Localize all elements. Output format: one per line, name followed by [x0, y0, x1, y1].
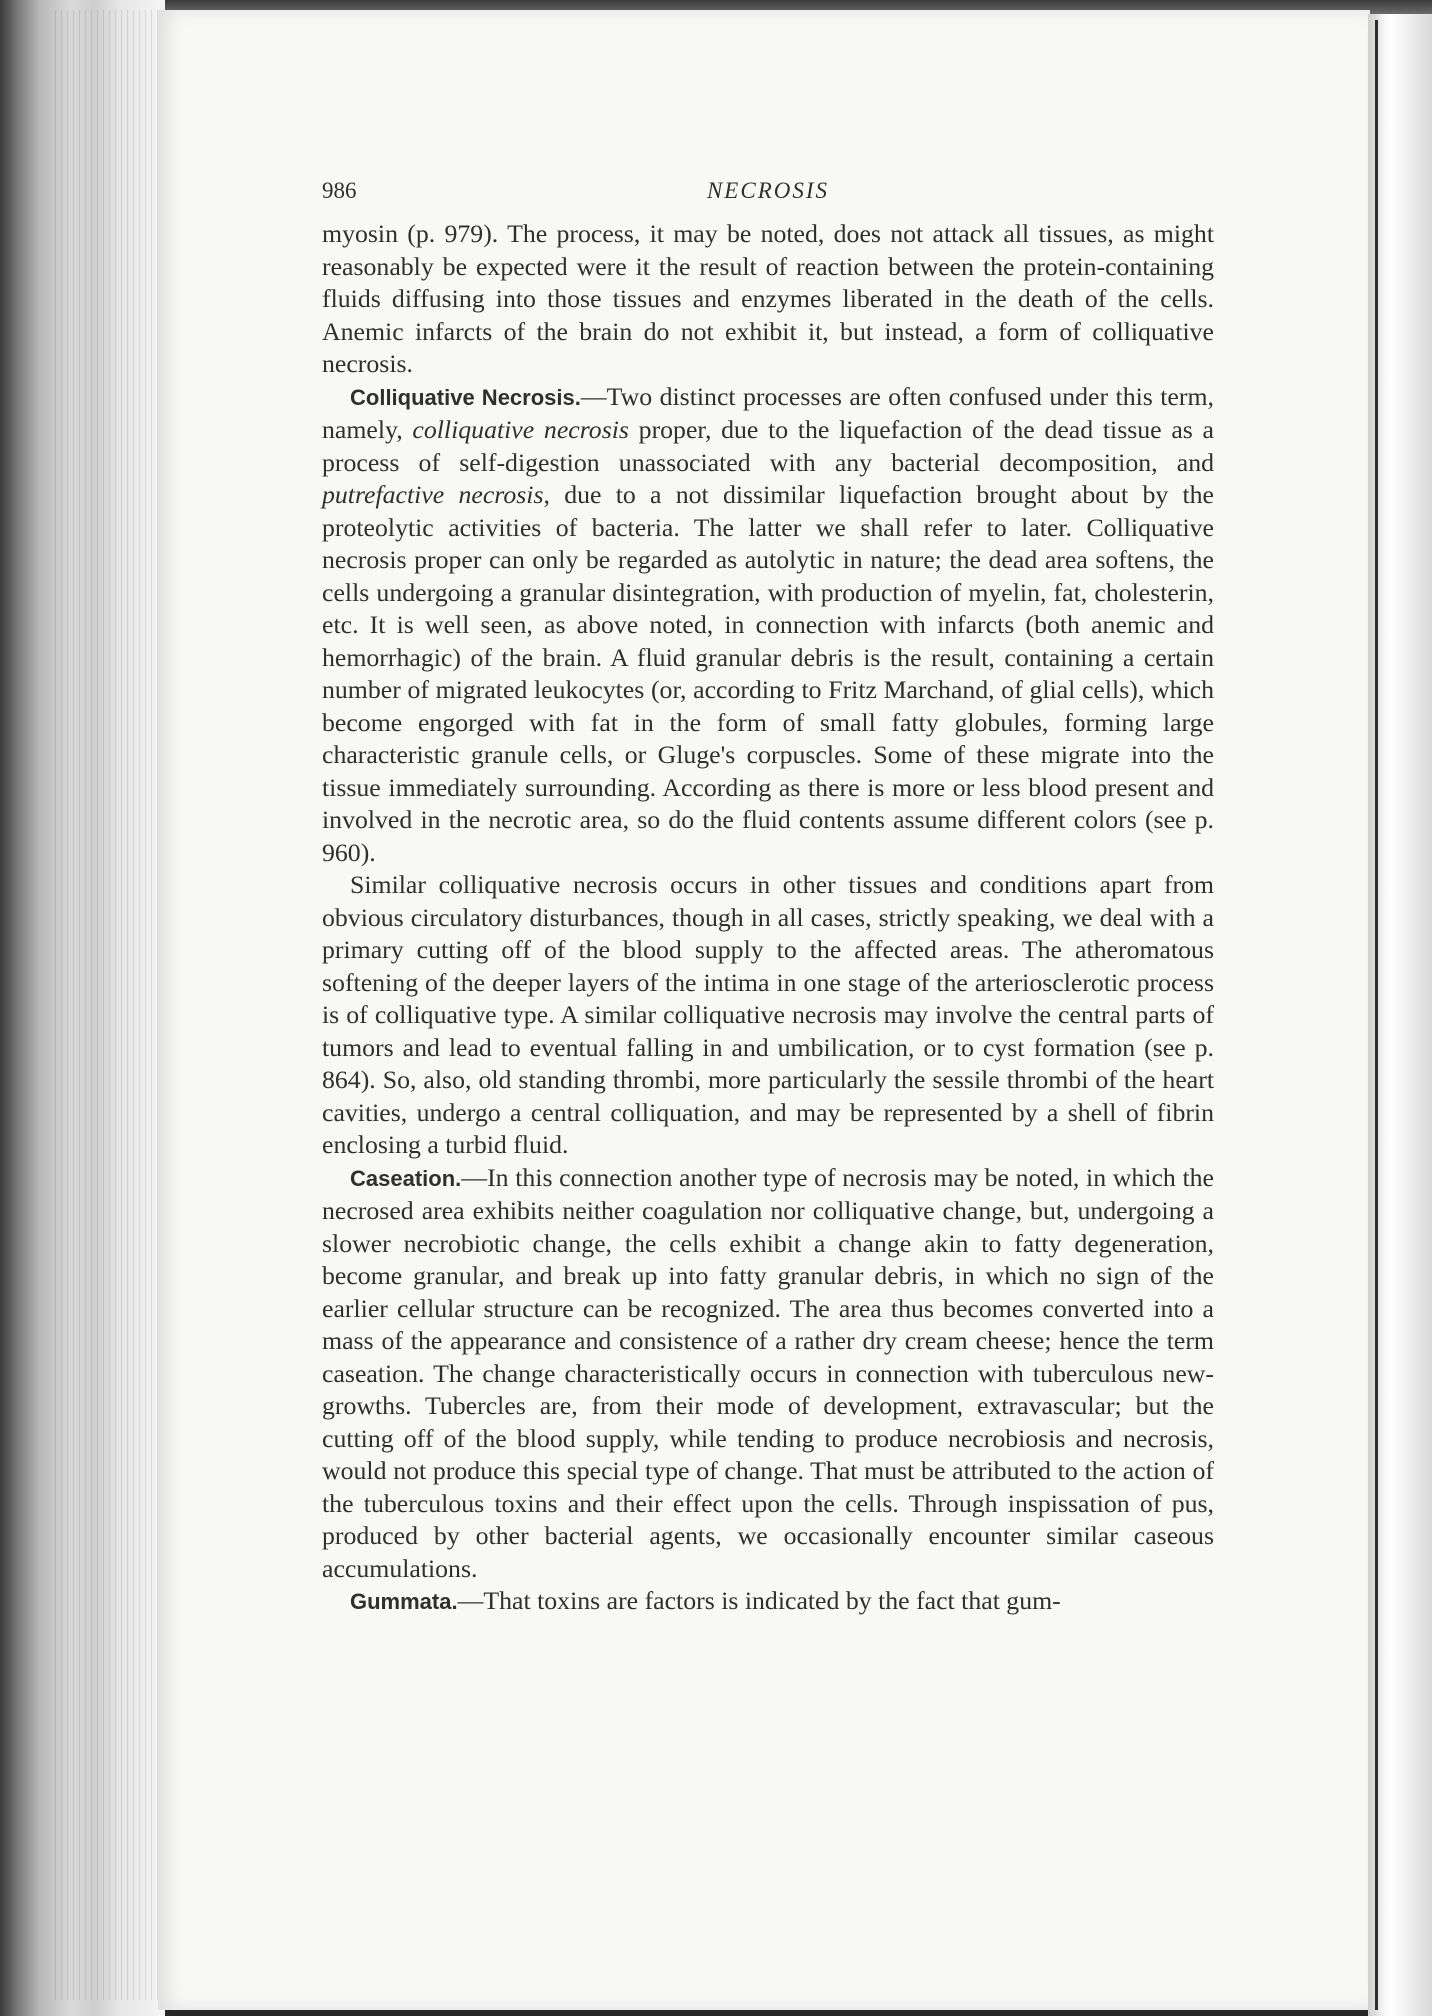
- page-text-block: [322, 178, 1214, 1619]
- paragraph-text: —Two distinct processes are often confused under this term, namely,: [322, 381, 1214, 444]
- page-edges: [55, 10, 160, 2000]
- paragraph-gummata: [322, 1585, 1214, 1619]
- section-heading-colliquative-necrosis: Colliquative Necrosis.: [350, 384, 581, 410]
- term-colliquative-necrosis: colliquative necrosis: [412, 415, 629, 444]
- paragraph-text: myosin (p. 979). The process, it may be noted, does not attack all tissues, as might reasonably be expected were it the result of reaction between the protein-containing fluids diffusing into those tissues and enzymes liberated in the death of the cells. Anemic infarcts of the brain do not exhibit it, but instead, a form of colliquative necrosis.: [322, 219, 1214, 378]
- paragraph-text: Similar colliquative necrosis occurs in other tissues and conditions apart from obvious circulatory disturbances, though in all cases, strictly speaking, we deal with a primary cutting off of the blood supply to the affected areas. The atheromatous softening of the deeper layers of the intima in one stage of the arteriosclerotic process is of colliquative type. A similar colliquative necrosis may involve the central parts of tumors and lead to eventual falling in and umbilication, or to cyst formation (see p. 864). So, also, old standing thrombi, more particularly the sessile thrombi of the heart cavities, undergo a central colliquation, and may be represented by a shell of fibrin enclosing a turbid fluid.: [322, 870, 1214, 1159]
- paragraph-similar-colliquative: [322, 869, 1214, 1162]
- body-text: [322, 218, 1214, 1619]
- section-heading-gummata: Gummata.: [350, 1589, 458, 1614]
- paragraph-caseation: [322, 1162, 1214, 1586]
- paragraph-text: —That toxins are factors is indicated by the fact that gum-: [457, 1586, 1061, 1615]
- term-putrefactive-necrosis: putrefactive necrosis: [322, 480, 544, 509]
- page-edge-line: [1375, 20, 1378, 2010]
- paragraph-myosin: [322, 218, 1214, 381]
- page-header: [322, 178, 1214, 218]
- paragraph-colliquative-necrosis: [322, 381, 1214, 870]
- section-heading-caseation: Caseation.: [350, 1165, 462, 1191]
- paragraph-text: , due to a not dissimilar liquefaction brought about by the proteolytic activities of bacteria. The latter we shall refer to later. Colliquative necrosis proper can only be regarded as autolytic in nature; the dead area softens, the cells undergoing a granular disintegration, with production of myelin, fat, cholesterin, etc. It is well seen, as above noted, in connection with infarcts (both anemic and hemorrhagic) of the brain. A fluid granular debris is the result, containing a certain number of migrated leukocytes (or, according to Fritz Marchand, of glial cells), which become engorged with fat in the form of small fatty globules, forming large characteristic granule cells, or Gluge's corpuscles. Some of these migrate into the tissue immediately surrounding. According as there is more or less blood present and involved in the necrotic area, so do the fluid contents assume different colors (see p. 960).: [322, 480, 1215, 867]
- paragraph-text: proper, due to the liquefaction of the dead tissue as a process of self-digestion unassociated with any bacterial decomposition, and: [322, 415, 1214, 477]
- running-head: NECROSIS: [706, 178, 830, 203]
- page-number: 986: [322, 178, 357, 203]
- paragraph-text: —In this connection another type of necrosis may be noted, in which the necrosed area exhibits neither coagulation nor colliquative change, but, undergoing a slower necrobiotic change, the cells exhibit a change akin to fatty degeneration, become granular, and break up into fatty granular debris, in which no sign of the earlier cellular structure can be recognized. The area thus becomes converted into a mass of the appearance and consistence of a rather dry cream cheese; hence the term caseation. The change characteristically occurs in connection with tuberculous new-growths. Tubercles are, from their mode of development, extravascular; but the cutting off of the blood supply, while tending to produce necrobiosis and necrosis, would not produce this special type of change. That must be attributed to the action of the tuberculous toxins and their effect upon the cells. Through inspissation of pus, produced by other bacterial agents, we occasionally encounter similar caseous accumulations.: [322, 1162, 1214, 1583]
